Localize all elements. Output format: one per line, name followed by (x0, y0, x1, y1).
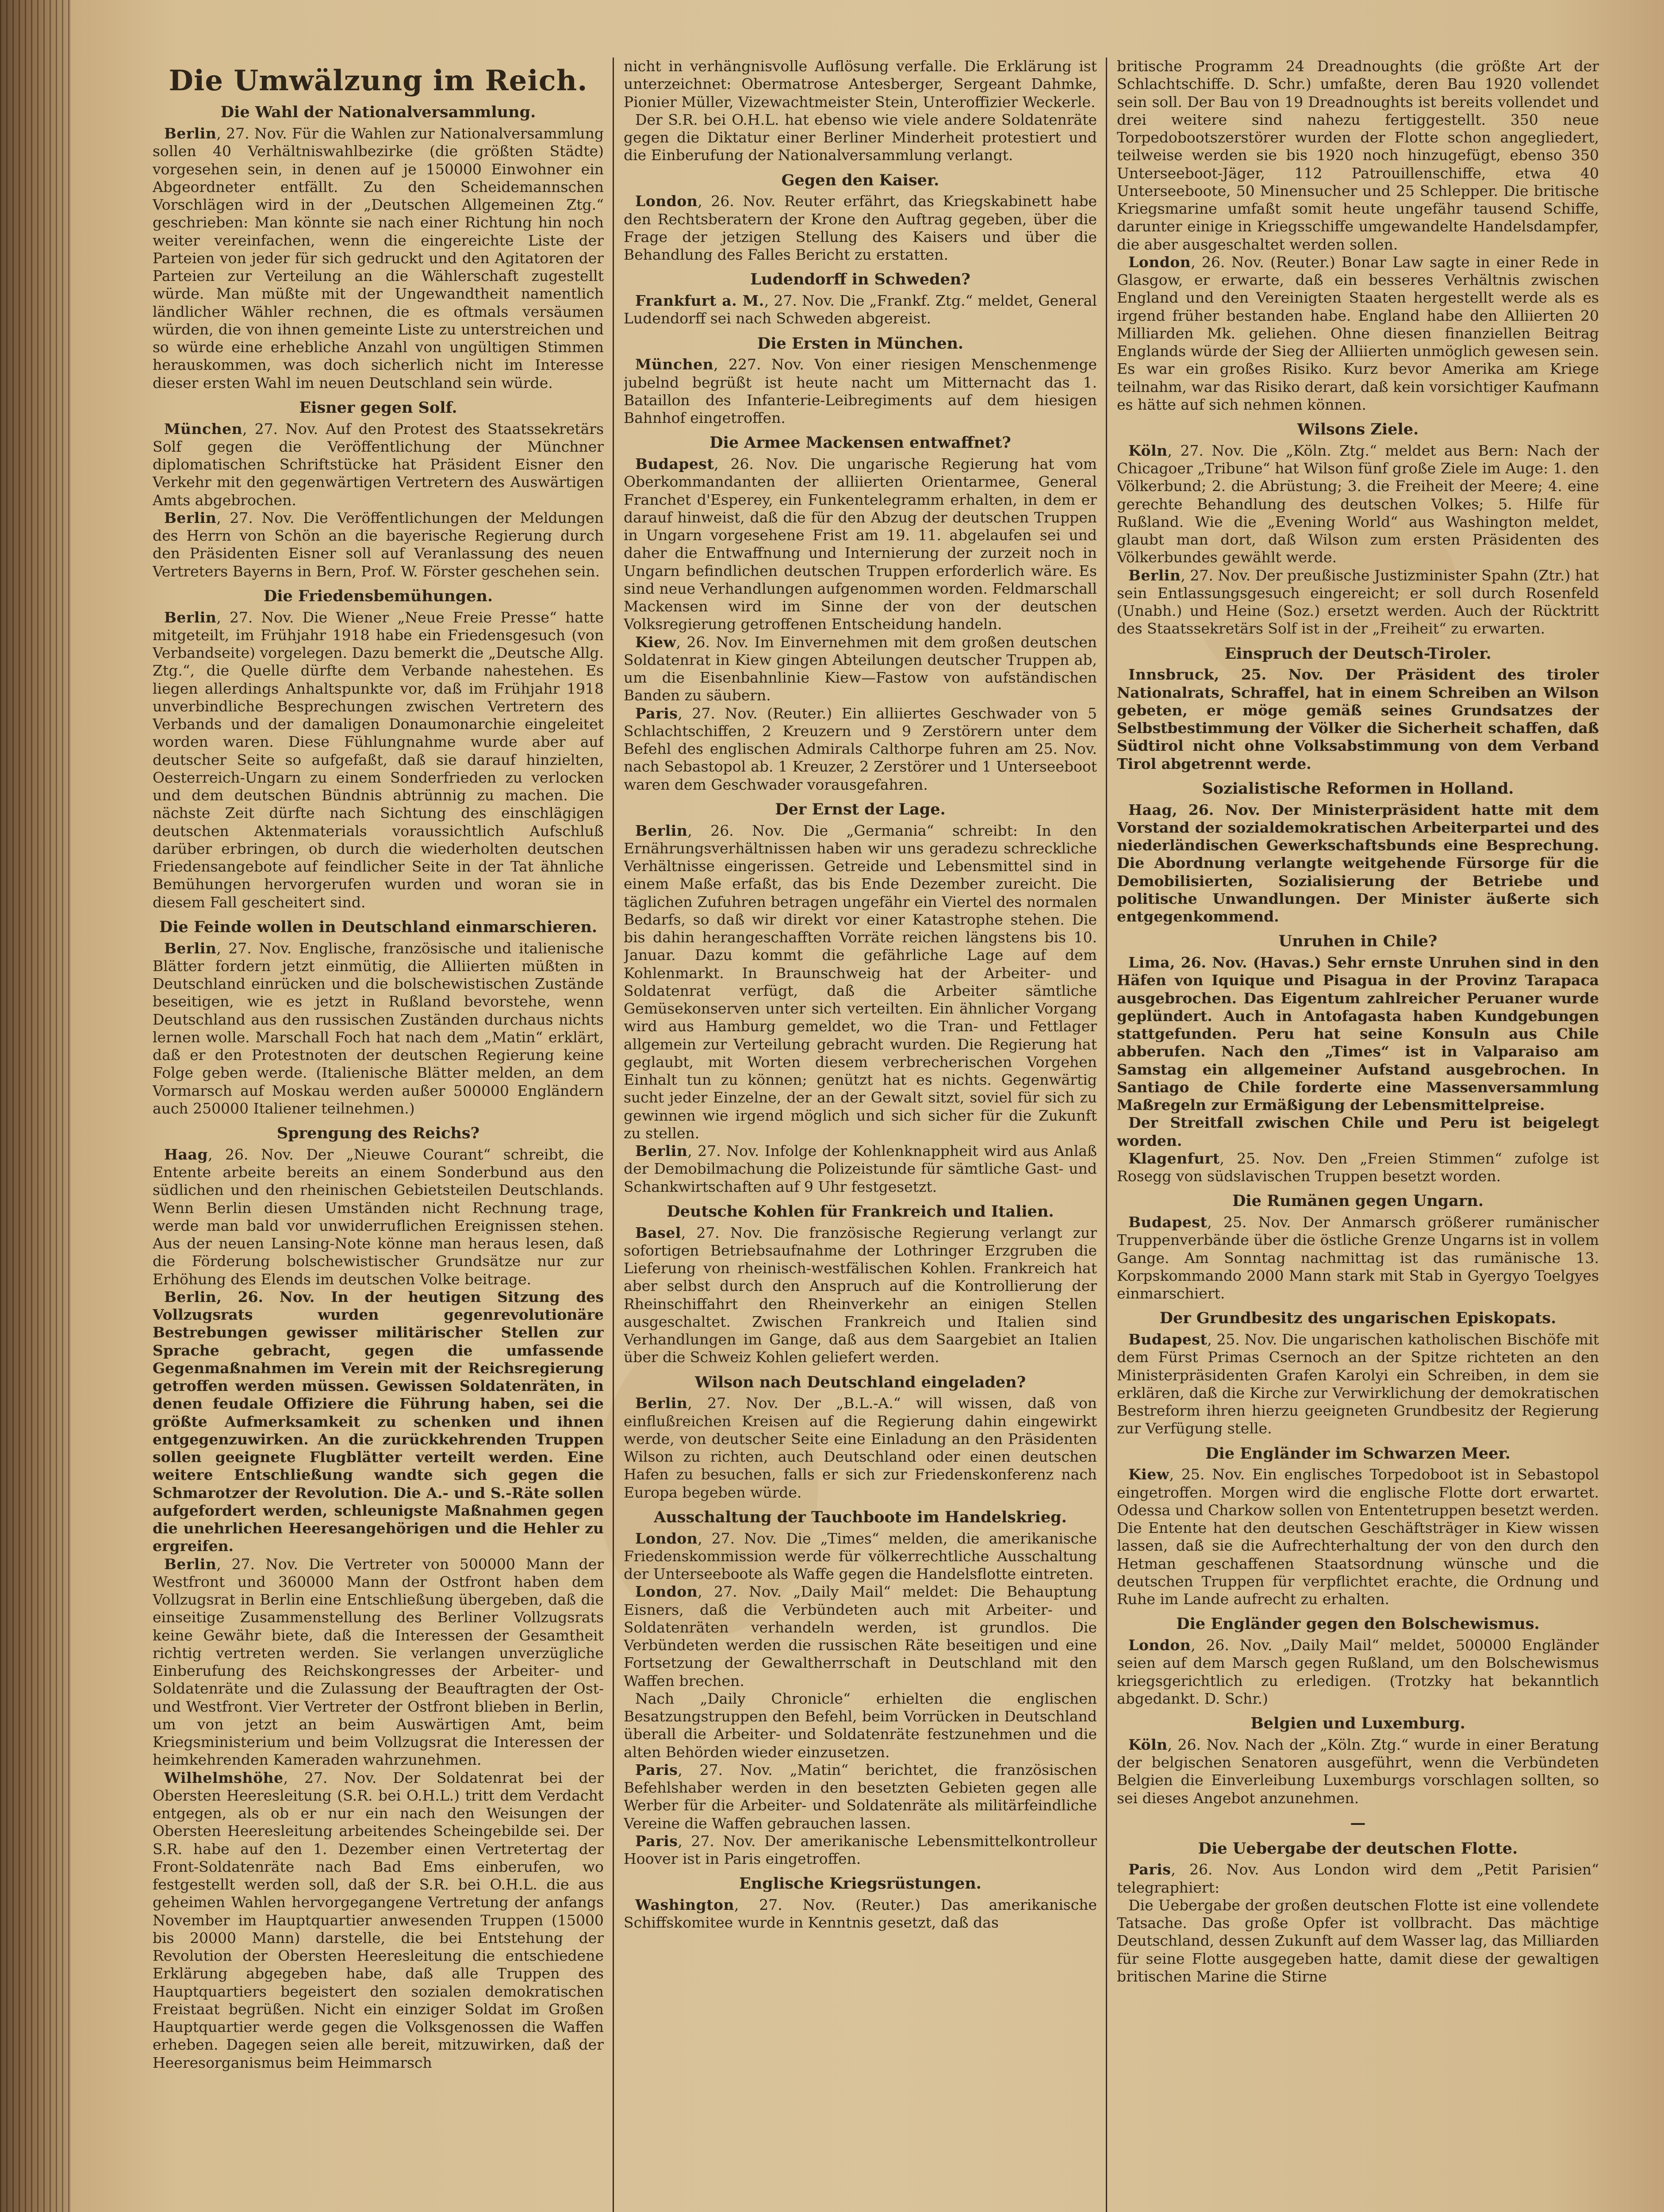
item-text: , 26. Nov. Der „Nieuwe Courant“ schreibt, die Entente arbeite bereits an einem Sonderbund aus den südlichen und den rheinischen Gebietsteilen Deutschlands. Wenn Berlin diesen Umständen nicht Rechnung trage, werde man bald vor unwiderruflichen Ereignissen stehen. Aus der neuen Lansing-Note könne man heraus lesen, daß die Förderung bolschewistischer Grundsätze nur zur Erhöhung des Elends im deutschen Volke beitrage. (153, 1145, 604, 1288)
item-text: , 26. Nov. Nach der „Köln. Ztg.“ wurde in einer Beratung der belgischen Senatoren ausgeführt, wenn die Verbündeten Belgien die Einverleibung Luxemburgs vorschlagen sollten, so sei dieses Angebot anzunehmen. (1117, 1736, 1599, 1807)
item-text: , 26. Nov. Die „Germania“ schreibt: In den Ernährungsverhältnissen haben wir uns geradezu schreckliche Verhältnisse eingerissen. Getreide und Lebensmittel sind in einem Maße erfaßt, das bis Ende Dezember zureicht. Die täglichen Zufuhren betragen ungefähr ein Viertel des normalen Bedarfs, so daß wir direkt vor einer Katastrophe stehen. Die bis dahin herangeschafften Vorräte reichen längstens bis 10. Januar. Dazu kommt die gefährliche Lage auf dem Kohlenmarkt. In Braunschweig hat der Arbeiter- und Soldatenrat verfügt, daß die Arbeiter sämtliche Gemüsekonserven unter sich verteilten. Ein ähnlicher Vorgang wird aus Hamburg gemeldet, wo die Tran- und Fettlager allgemein zur Verteilung gebracht wurden. Die Regierung hat geglaubt, mit Worten diesem verbrecherischen Vorgehen Einhalt tun zu können; genützt hat es nichts. Gegenwärtig sucht jeder Einzelne, der an der Gewalt sitzt, soviel für sich zu gewinnen wie irgend möglich und sich sicher für die Zukunft zu stellen. (624, 822, 1097, 1142)
dateline: Paris (1128, 1861, 1171, 1878)
news-item (153, 940, 604, 1118)
item-text: Die Uebergabe der großen deutschen Flotte ist eine vollendete Tatsache. Das große Opfer ist vollbracht. Das mächtige Deutschland, dessen Zukunft auf dem Wasser lag, das Milliarden für seine Flotte ausgegeben hatte, damit diese der gewaltigen britischen Marine die Stirne (1117, 1896, 1599, 1985)
dateline: Basel (635, 1224, 681, 1241)
dateline: München (164, 420, 243, 438)
item-text: , 27. Nov. Infolge der Kohlenknappheit wird aus Anlaß der Demobilmachung die Polizeistunde für sämtliche Gast- und Schankwirtschaften auf 9 Uhr festgesetzt. (624, 1142, 1097, 1195)
section-heading: Sprengung des Reichs? (276, 1124, 480, 1143)
dateline: Berlin (164, 509, 217, 526)
item-text: , 27. Nov. Der amerikanische Lebensmittelkontrolleur Hoover ist in Paris eingetroffen. (624, 1832, 1097, 1867)
dateline: Berlin (164, 1288, 217, 1306)
item-text: , 25. Nov. Der Anmarsch größerer rumänischer Truppenverbände über die östliche Grenze Ungarns ist in vollem Gange. Am Sonntag nachmittag ist das rumänische 13. Korpskommando 2000 Mann stark mit Stab in Gyergyo Toelgyes einmarschiert. (1117, 1214, 1599, 1302)
column-1-content (153, 103, 604, 2072)
news-item (624, 1761, 1097, 1832)
news-item (1117, 1214, 1599, 1302)
dateline: Berlin (164, 125, 217, 142)
section-heading: Die Feinde wollen in Deutschland einmarschieren. (159, 918, 598, 936)
news-item (153, 509, 604, 580)
news-item (624, 455, 1097, 634)
item-text: , 27. Nov. Auf den Protest des Staatssekretärs Solf gegen die Veröffentlichung der Münchner diplomatischen Schriftstücke hat Präsident Eisner den Verkehr mit den gegenwärtigen Vertretern des Auswärtigen Amts abgebrochen. (153, 420, 604, 509)
section-heading: Die Friedensbemühungen. (263, 587, 493, 605)
section-heading: Ludendorff in Schweden? (750, 270, 970, 289)
news-item (153, 609, 604, 911)
item-text: , 26. Nov. „Daily Mail“ meldet, 500000 Engländer seien auf dem Marsch gegen Rußland, um den Bolschewismus kriegsgerichtlich zu erledigen. (Trotzky hat bekanntlich abgedankt. D. Schr.) (1117, 1636, 1599, 1707)
item-text: , 25. Nov. Der Präsident des tiroler Nationalrats, Schraffel, hat in einem Schreiben an Wilson gebeten, er möge gemäß seines Grundsatzes der Selbstbestimmung der Völker die Sicherheit schaffen, daß Südtirol nicht ohne Volksabstimmung von dem Verband Tirol abgetrennt werde. (1117, 666, 1599, 772)
column-rule (613, 58, 614, 2212)
section-heading: Die Armee Mackensen entwaffnet? (709, 434, 1011, 452)
item-text: Nach „Daily Chronicle“ erhielten die englischen Besatzungstruppen den Befehl, beim Vorrücken in Deutschland überall die Arbeiter- und Soldatenräte festzunehmen und die alten Behörden wieder einzusetzen. (624, 1690, 1097, 1761)
section-separator: — (1350, 1813, 1366, 1832)
item-text: nicht in verhängnisvolle Auflösung verfalle. Die Erklärung ist unterzeichnet: Obermatrose Antesberger, Sergeant Dahmke, Pionier Müller, Vizewachtmeister Stein, Unteroffizier Weckerle. (624, 58, 1097, 111)
item-text: Der S.R. bei O.H.L. hat ebenso wie viele andere Soldatenräte gegen die Diktatur einer Berliner Minderheit protestiert und die Einberufung der Nationalversammlung verlangt. (624, 111, 1097, 164)
news-item (153, 1769, 604, 2072)
dateline: Lima (1128, 954, 1170, 971)
item-text: , 26. Nov. Reuter erfährt, das Kriegskabinett habe den Rechtsberatern der Krone den Auftrag gegeben, über die Frage der jetzigen Stellung des Kaisers und über die Behandlung des Falles Bericht zu erstatten. (624, 192, 1097, 263)
item-text: Der Streitfall zwischen Chile und Peru ist beigelegt worden. (1117, 1114, 1599, 1149)
column-2-content (624, 58, 1097, 1932)
news-item (624, 292, 1097, 328)
item-text: , 27. Nov. Die „Times“ melden, die amerikanische Friedenskommission werde für völkerrechtliche Ausschaltung der Unterseeboote als Waffe gegen die Handelsflotte eintreten. (624, 1529, 1097, 1582)
item-text: , 27. Nov. Der „B.L.-A.“ will wissen, daß von einflußreichen Kreisen auf die Regierung dahin eingewirkt werde, von deutscher Seite eine Einladung an den Präsidenten Wilson zu richten, auch Deutschland oder einen deutschen Hafen zu besuchen, falls er sich zur Friedenskonferenz nach Europa begeben würde. (624, 1394, 1097, 1501)
dateline: Berlin (164, 608, 217, 626)
section-heading: Wilsons Ziele. (1297, 420, 1419, 438)
news-item (1117, 954, 1599, 1114)
item-text: , 27. Nov. Der preußische Justizminister Spahn (Ztr.) hat sein Entlassungsgesuch eingereicht; er soll durch Rosenfeld (Unabh.) und Heine (Soz.) ersetzt werden. Auch der Rücktritt des Staatssekretärs Solf ist in der „Freiheit“ zu erwarten. (1117, 566, 1599, 637)
news-item (153, 1288, 604, 1555)
dateline: Berlin (1128, 566, 1181, 584)
news-item (624, 1394, 1097, 1502)
column-rule (1106, 58, 1107, 2212)
news-item (624, 356, 1097, 427)
dateline: Paris (635, 704, 678, 722)
dateline: Berlin (635, 1394, 688, 1412)
item-text: , 27. Nov. Die „Frankf. Ztg.“ meldet, General Ludendorff sei nach Schweden abgereist. (624, 292, 1097, 327)
dateline: Budapest (1128, 1214, 1208, 1231)
news-item (1117, 801, 1599, 926)
section-heading: Die Uebergabe der deutschen Flotte. (1198, 1839, 1518, 1858)
section-heading: Sozialistische Reformen in Holland. (1202, 779, 1514, 798)
item-text: , 25. Nov. Die ungarischen katholischen Bischöfe mit dem Fürst Primas Csernoch an der Spitze richteten an den Ministerpräsidenten Grafen Karolyi ein Schreiben, in dem sie erklären, daß die Kirche zur Verwirklichung der demokratischen Bestreform ihren hierzu geeigneten Grundbesitz der Regierung zur Verfügung stelle. (1117, 1331, 1599, 1437)
section-heading: Gegen den Kaiser. (781, 171, 939, 189)
section-heading: Englische Kriegsrüstungen. (739, 1874, 982, 1893)
news-item (1117, 442, 1599, 567)
dateline: Berlin (635, 1142, 688, 1160)
item-text: , 26. Nov. Aus London wird dem „Petit Parisien“ telegraphiert: (1117, 1861, 1599, 1896)
dateline: Frankfurt a. M. (635, 292, 764, 309)
dateline: Haag (1128, 801, 1173, 818)
news-item (1117, 1114, 1599, 1150)
dateline: Paris (635, 1832, 678, 1850)
section-heading: Der Ernst der Lage. (775, 800, 946, 818)
dateline: Berlin (164, 1555, 217, 1573)
news-item (1117, 253, 1599, 414)
news-item (1117, 1861, 1599, 1897)
section-heading: Deutsche Kohlen für Frankreich und Italien. (667, 1202, 1054, 1221)
news-item (153, 1146, 604, 1288)
dateline: London (1128, 1636, 1191, 1654)
item-text: , 25. Nov. Den „Freien Stimmen“ zufolge ist Rosegg von südslavischen Truppen besetzt worden. (1117, 1149, 1599, 1185)
section-heading: Die Rumänen gegen Ungarn. (1232, 1192, 1484, 1210)
column-1 (153, 58, 604, 2212)
news-item (1117, 1331, 1599, 1438)
item-text: , 27. Nov. Die Veröffentlichungen der Meldungen des Herrn von Schön an die bayerische Regierung durch den Präsidenten Eisner soll auf Veranlassung des neuen Vertreters Bayerns in Bern, Prof. W. Förster geschehen sein. (153, 509, 604, 580)
item-text: , 26. Nov. Im Einvernehmen mit dem großen deutschen Soldatenrat in Kiew gingen Abteilungen deutscher Truppen ab, um die Eisenbahnlinie Kiew—Fastow von aufständischen Banden zu säubern. (624, 633, 1097, 704)
dateline: Kiew (635, 633, 676, 651)
dateline: Köln (1128, 442, 1168, 459)
news-item (153, 125, 604, 392)
section-heading: Die Engländer gegen den Bolschewismus. (1176, 1615, 1540, 1633)
item-text: , 27. Nov. Die Vertreter von 500000 Mann der Westfront und 360000 Mann der Ostfront haben dem Vollzugsrat in Berlin eine Entschließung übergeben, daß die einseitige Zusammenstellung des Berliner Vollzugsrats keine Gewähr biete, daß die Interessen der Gesamtheit richtig vertreten werden. Sie verlangen unverzügliche Einberufung des Reichskongresses der Arbeiter- und Soldatenräte und die Zulassung der Beauftragten der Ost- und Westfront. Vier Vertreter der Ostfront blieben in Berlin, um von jetzt an beim Auswärtigen Amt, beim Kriegsministerium und beim Vollzugsrat die Interessen der heimkehrenden Kameraden wahrzunehmen. (153, 1555, 604, 1769)
item-text: , 27. Nov. „Matin“ berichtet, die französischen Befehlshaber werden in den besetzten Gebieten gegen alle Werber für die Arbeiter- und Soldatenräte als militärfeindliche Vereine die Waffen gebrauchen lassen. (624, 1761, 1097, 1832)
news-item (624, 192, 1097, 264)
section-heading: Der Grundbesitz des ungarischen Episkopats. (1159, 1309, 1557, 1328)
item-text: , 26. Nov. Der Ministerpräsident hatte mit dem Vorstand der sozialdemokratischen Arbeiterpartei und des niederländischen Gewerkschaftsbunds eine Besprechung. Die Abordnung verlangte weitgehende Fürsorge für die Demobilisierten, Sozialisierung der Betriebe und politische Unwandlungen. Der Minister äußerte sich entgegenkommend. (1117, 801, 1599, 925)
section-heading: Unruhen in Chile? (1278, 932, 1438, 951)
dateline: Budapest (635, 455, 714, 472)
news-item (624, 1896, 1097, 1932)
dateline: London (1128, 253, 1191, 271)
news-item (624, 1690, 1097, 1761)
news-item (1117, 1636, 1599, 1708)
dateline: Paris (635, 1761, 678, 1778)
dateline: Wilhelmshöhe (164, 1769, 284, 1786)
item-text: , 27. Nov. „Daily Mail“ meldet: Die Behauptung Eisners, daß die Verbündeten auch mit Arbeiter- und Soldatenräten verhandeln werden, ist grundlos. Die Verbündeten werden die russischen Räte beseitigen und eine Fortsetzung der Gewaltherrschaft in Deutschland mit den Waffen brechen. (624, 1583, 1097, 1690)
column-2 (624, 58, 1097, 2212)
news-item (1117, 1150, 1599, 1186)
section-heading: Die Ersten in München. (757, 334, 964, 353)
column-3 (1117, 58, 1599, 2212)
item-text: , 25. Nov. Ein englisches Torpedoboot ist in Sebastopol eingetroffen. Morgen wird die englische Flotte dort erwartet. Odessa und Charkow sollen von Ententetruppen besetzt werden. Die Entente hat den deutschen Geschäftsträger in Kiew wissen lassen, daß sie die Aufrechterhaltung der von den durch den Hetman geschaffenen Staatsordnung wünsche und die deutschen Truppen für verpflichtet erachte, die Ordnung und Ruhe im Lande aufrecht zu erhalten. (1117, 1466, 1599, 1608)
news-item (624, 705, 1097, 794)
item-text: , 27. Nov. Englische, französische und italienische Blätter fordern jetzt einmütig, die Alliierten müßten in Deutschland einrücken und die bolschewistischen Zustände beseitigen, wie es jetzt in Rußland bevorstehe, wenn Deutschland aus den russischen Zuständen durchaus nichts lernen wolle. Marschall Foch hat nach dem „Matin“ erklärt, daß er den Protestnoten der deutschen Regierung keine Folge geben werde. (Italienische Blätter melden, an dem Vormarsch auf Moskau werden außer 500000 Engländern auch 250000 Italiener teilnehmen.) (153, 939, 604, 1117)
item-text: , 26. Nov. Die ungarische Regierung hat vom Oberkommandanten der alliierten Orientarmee, General Franchet d'Esperey, ein Funkentelegramm erhalten, in dem er darauf hinweist, daß die für den Abzug der deutschen Truppen in Ungarn vorgesehene Frist am 19. 11. abgelaufen sei und daher die Entwaffnung und Internierung der zurzeit noch in Ungarn befindlichen deutschen Truppen erforderlich wäre. Es sind neue Verhandlungen aufgenommen worden. Feldmarschall Mackensen wird im Sinne der von der deutschen Volksregierung getroffenen Entscheidung handeln. (624, 455, 1097, 633)
news-item (624, 1142, 1097, 1196)
news-item (624, 1583, 1097, 1690)
news-item (624, 1224, 1097, 1367)
news-item (1117, 666, 1599, 773)
dateline: Kiew (1128, 1466, 1169, 1483)
dateline: Innsbruck (1128, 666, 1214, 684)
section-heading: Eisner gegen Solf. (299, 398, 457, 417)
news-item (624, 111, 1097, 165)
section-heading: Belgien und Luxemburg. (1250, 1714, 1465, 1732)
dateline: Budapest (1128, 1331, 1208, 1348)
news-item (624, 58, 1097, 111)
section-heading: Wilson nach Deutschland eingeladen? (694, 1373, 1026, 1391)
dateline: Klagenfurt (1128, 1149, 1220, 1167)
item-text: , 27. Nov. Für die Wahlen zur Nationalversammlung sollen 40 Verhältniswahlbezirke (die größten Städte) vorgesehen sein, in denen auf je 150000 Einwohner ein Abgeordneter entfällt. Zu den Scheidemannschen Vorschlägen wird in der „Deutschen Allgemeinen Ztg.“ geschrieben: Man könnte sie nach einer Richtung hin noch weiter vereinfachen, wenn die eingereichte Liste der Parteien von jeder für sich gedruckt und den Agitatoren der Parteien zur Verteilung an die Wählerschaft zugestellt würde. Man müßte mit der Ungewandtheit namentlich ländlicher Wähler rechnen, die es oftmals versäumen würden, die von ihnen gemeinte Liste zu unterstreichen und so würde eine erhebliche Anzahl von ungültigen Stimmen herauskommen, was doch sicherlich nicht im Interesse dieser ersten Wahl im neuen Deutschland sein würde. (153, 125, 604, 392)
item-text: , 27. Nov. Die „Köln. Ztg.“ meldet aus Bern: Nach der Chicagoer „Tribune“ hat Wilson fünf große Ziele im Auge: 1. den Völkerbund; 2. die Abrüstung; 3. die Freiheit der Meere; 4. eine gerechte Behandlung des deutschen Volkes; 5. Hilfe für Rußland. Wie die „Evening World“ aus Washington meldet, glaubt man dort, daß Wilson zum ersten Präsidenten des Völkerbundes gewählt werde. (1117, 442, 1599, 566)
section-heading: Einspruch der Deutsch-Tiroler. (1224, 644, 1491, 663)
dateline: Berlin (635, 822, 688, 839)
news-item (1117, 1897, 1599, 1985)
dateline: London (635, 192, 698, 210)
news-item (624, 822, 1097, 1143)
dateline: London (635, 1529, 698, 1547)
dateline: Washington (635, 1896, 734, 1913)
section-heading: Die Engländer im Schwarzen Meer. (1205, 1444, 1511, 1463)
item-text: , 227. Nov. Von einer riesigen Menschenmenge jubelnd begrüßt ist heute nacht um Mitternacht das 1. Bataillon des Infanterie-Leibregiments auf dem hiesigen Bahnhof eingetroffen. (624, 356, 1097, 426)
item-text: , 27. Nov. Der Soldatenrat bei der Obersten Heeresleitung (S.R. bei O.H.L.) tritt dem Verdacht entgegen, als ob er nur ein nach den Weisungen der Obersten Heeresleitung arbeitendes Scheingebilde sei. Der S.R. habe auf den 1. Dezember einen Vertretertag der Front-Soldatenräte nach Bad Ems einberufen, wo festgestellt werden soll, daß der S.R. bei O.H.L. die aus geheimen Wahlen hervorgegangene Vertretung der anfangs November im Hauptquartier anwesenden Truppen (15000 bis 20000 Mann) darstelle, die bei Entstehung der Revolution der Obersten Heeresleitung die entschiedene Erklärung abgegeben habe, daß alle Truppen des Hauptquartiers begeistert den sozialen demokratischen Freistaat begrüßen. Nicht ein einziger Soldat im Großen Hauptquartier werde gegen die Volksgenossen die Waffen erheben. Dagegen seien alle bereit, mitzuwirken, daß der Heeresorganismus beim Heimmarsch (153, 1769, 604, 2071)
book-binding (0, 0, 71, 2212)
dateline: Berlin (164, 939, 217, 957)
item-text: britische Programm 24 Dreadnoughts (die größte Art der Schlachtschiffe. D. Schr.) umfaßte, deren Bau 1920 vollendet sein soll. Der Bau von 19 Dreadnoughts ist bereits vollendet und drei weitere sind nahezu fertiggestellt. 350 neue Torpedobootszerstörer wurden der Flotte schon angegliedert, teilweise werden sie bis 1920 noch hinzugefügt, ebenso 350 Unterseeboot-Jäger, 112 Patrouillenschiffe, etwa 40 Unterseeboote, 50 Minensucher und 25 Schlepper. Die britische Kriegsmarine umfaßt somit heute ungefähr tausend Schiffe, darunter einige in Kriegsschiffe umgewandelte Handelsdampfer, die aber ausgeschaltet werden sollen. (1117, 58, 1599, 253)
news-item (1117, 58, 1599, 253)
item-text: , 27. Nov. (Reuter.) Das amerikanische Schiffskomitee wurde in Kenntnis gesetzt, daß das (624, 1896, 1097, 1932)
item-text: , 26. Nov. (Havas.) Sehr ernste Unruhen sind in den Häfen von Iquique und Pisagua in der Provinz Tarapaca ausgebrochen. Das Eigentum zahlreicher Peruaner wurde geplündert. Auch in Antofagasta haben Kundgebungen stattgefunden. Peru hat seine Konsuln aus Chile abberufen. Nach den „Times“ ist in Valparaiso am Samstag ein allgemeiner Aufstand ausgebrochen. In Santiago de Chile forderte eine Massenversammlung Maßregeln zur Ermäßigung der Lebensmittelpreise. (1117, 954, 1599, 1114)
item-text: , 27. Nov. (Reuter.) Ein alliiertes Geschwader von 5 Schlachtschiffen, 2 Kreuzern und 9 Zerstörern unter dem Befehl des englischen Admirals Calthorpe fuhren am 25. Nov. nach Sebastopol ab. 1 Kreuzer, 2 Zerstörer und 1 Unterseeboot waren dem Geschwader vorausgefahren. (624, 704, 1097, 793)
dateline: Köln (1128, 1736, 1168, 1753)
page-title: Die Umwälzung im Reich. (169, 64, 588, 97)
section-heading: Die Wahl der Nationalversammlung. (220, 103, 536, 122)
item-text: , 27. Nov. Die Wiener „Neue Freie Presse“ hatte mitgeteilt, im Frühjahr 1918 habe ein Friedensgesuch (von Verbandseite) vorgelegen. Dazu bemerkt die „Deutsche Allg. Ztg.“, die Quelle dürfte dem Verbande nahestehen. Es liegen allerdings Anhaltspunkte vor, daß im Frühjahr 1918 unverbindliche Besprechungen zwischen Vertretern des Verbands und der damaligen Donaumonarchie eingeleitet worden waren. Diese Fühlungnahme wurde aber auf deutscher Seite so aufgefaßt, daß sie darauf hinzielten, Oesterreich-Ungarn zu einem Sonderfrieden zu verlocken und dem deutschen Bündnis abtrünnig zu machen. Die nächste Zeit dürfte nach Sichtung des einschlägigen deutschen Aktenmaterials voraussichtlich Aufschluß darüber erbringen, ob durch die wiederholten deutschen Friedensangebote auf feindlicher Seite in der Tat ähnliche Bemühungen hervorgerufen wurden und woran sie in diesem Fall gescheitert sind. (153, 608, 604, 911)
news-item (624, 1832, 1097, 1868)
dateline: München (635, 356, 714, 373)
news-item (1117, 1736, 1599, 1807)
item-text: , 27. Nov. Die französische Regierung verlangt zur sofortigen Betriebsaufnahme der Lothringer Erzgruben die Lieferung von rheinisch-westfälischen Kohlen. Frankreich hat aber selbst durch den Anspruch auf die Kontrollierung der Rheinschiffahrt den Rheinverkehr an einigen Stellen ausgeschaltet. Zwischen Frankreich und Italien sind Verhandlungen im Gange, daß aus dem Saargebiet an Italien über die Schweiz Kohlen geliefert werden. (624, 1224, 1097, 1366)
section-heading: Ausschaltung der Tauchboote im Handelskrieg. (654, 1508, 1067, 1526)
news-item (624, 634, 1097, 705)
column-3-content (1117, 58, 1599, 1985)
news-item (1117, 567, 1599, 638)
news-item (153, 420, 604, 509)
item-text: , 26. Nov. In der heutigen Sitzung des Vollzugsrats wurden gegenrevolutionäre Bestrebungen gewisser militärischer Stellen zur Sprache gebracht, gegen die umfassende Gegenmaßnahmen im Verein mit der Reichsregierung getroffen werden müssen. Gewissen Soldatenräten, in denen feudale Offiziere die Führung haben, sei die größte Aufmerksamkeit zu schenken und ihnen entgegenzuwirken. An die zurückkehrenden Truppen sollen geeignete Flugblätter verteilt werden. Eine weitere Entschließung wandte sich gegen die Schmarotzer der Revolution. Die A.- und S.-Räte sollen aufgefordert werden, schleunigste Maßnahmen gegen die unehrlichen Heeresangehörigen und die Hehler zu ergreifen. (153, 1288, 604, 1555)
news-item (153, 1555, 604, 1769)
dateline: London (635, 1583, 698, 1601)
dateline: Haag (164, 1145, 208, 1163)
news-item (624, 1530, 1097, 1583)
item-text: , 26. Nov. (Reuter.) Bonar Law sagte in einer Rede in Glasgow, er erwarte, daß ein besseres Verhältnis zwischen England und den Vereinigten Staaten hergestellt werde als es irgend früher bestanden habe. England habe den Alliierten 20 Milliarden Mk. geliehen. Ohne diesen finanziellen Beitrag Englands würde der Sieg der Alliierten unmöglich gewesen sein. Es war ein großes Risiko. Kurz bevor Amerika am Kriege teilnahm, war das Risiko derart, daß kein vorsichtiger Kaufmann es hätte auf sich nehmen können. (1117, 253, 1599, 413)
news-item (1117, 1466, 1599, 1608)
